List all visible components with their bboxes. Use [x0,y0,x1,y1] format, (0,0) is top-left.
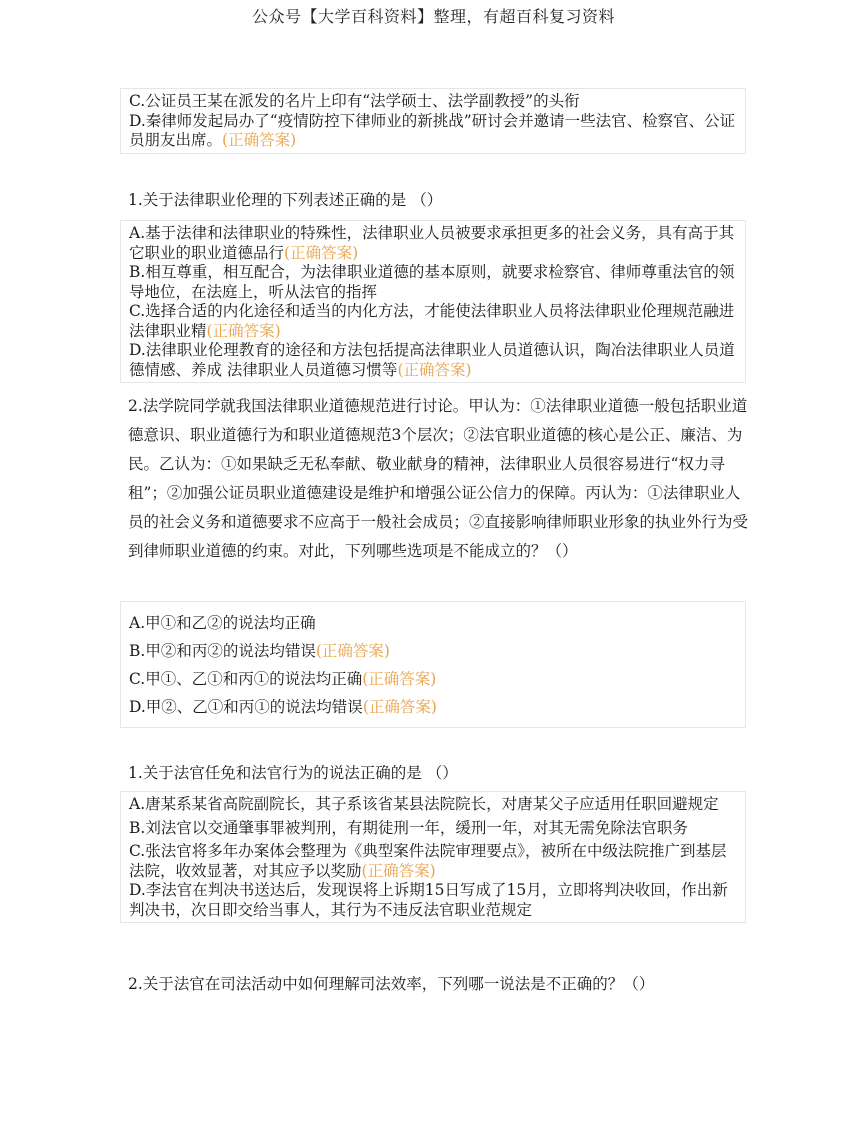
option-text: C.公证员王某在派发的名片上印有“法学硕士、法学副教授”的头衔 [129,92,580,110]
option-text: A.基于法律和法律职业的特殊性，法律职业人员被要求承担更多的社会义务，具有高于其它职业的职业道德品行 [129,224,735,262]
option-text: C.选择合适的内化途径和适当的内化方法，才能使法律职业人员将法律职业伦理规范融进法律职业精 [129,302,735,340]
option-text: A.唐某系某省高院副院长，其子系该省某县法院院长，对唐某父子应适用任职回避规定 [129,795,719,813]
option-c[interactable] [129,842,737,881]
option-d[interactable] [129,697,737,717]
option-d[interactable] [129,881,737,920]
options-box [120,220,746,383]
correct-answer-label: (正确答案) [362,698,437,716]
option-text: A.甲①和乙②的说法均正确 [129,614,316,632]
correct-answer-label: (正确答案) [361,861,436,880]
page-header: 公众号【大学百科资料】整理，有超百科复习资料 [251,7,615,26]
option-c[interactable] [129,92,737,112]
option-text: B.相互尊重，相互配合，为法律职业道德的基本原则，就要求检察官、律师尊重法官的领导地位，在法庭上，听从法官的指挥 [129,263,735,301]
option-b[interactable] [129,819,737,839]
option-text: C.张法官将多年办案体会整理为《典型案件法院审理要点》，被所在中级法院推广到基层法院，收效显著，对其应予以奖励 [129,842,727,880]
option-text: D.法律职业伦理教育的途径和方法包括提高法律职业人员道德认识，陶冶法律职业人员道德情感、养成 法律职业人员道德习惯等 [129,341,735,379]
option-text: B.刘法官以交通肇事罪被判刑，有期徒刑一年，缓刑一年，对其无需免除法官职务 [129,818,688,837]
option-d[interactable] [129,112,737,151]
option-text: C.甲①、乙①和丙①的说法均正确 [129,670,363,688]
option-d[interactable] [129,341,737,380]
correct-answer-label: (正确答案) [222,131,297,149]
option-b[interactable] [129,263,737,302]
option-text: D.甲②、乙①和丙①的说法均错误 [129,698,363,716]
option-a[interactable] [129,613,737,633]
options-box [120,791,746,923]
option-c[interactable] [129,302,737,341]
question-title: 1.关于法律职业伦理的下列表述正确的是 （） [128,191,443,209]
correct-answer-label: (正确答案) [206,321,281,340]
option-c[interactable] [129,669,737,689]
option-text: D.李法官在判决书送达后，发现误将上诉期15日写成了15月，立即将判决收回，作出新判决书，次日即交给当事人，其行为不违反法官职业范规定 [129,881,728,919]
question-title: 2.法学院同学就我国法律职业道德规范进行讨论。甲认为：①法律职业道德一般包括职业道德意识、职业道德行为和职业道德规范3个层次；②法官职业道德的核心是公正、廉洁、为民。乙认为：①如果缺乏无私奉献、敬业献身的精神，法律职业人员很容易进行“权力寻租”；②加强公证员职业道德建设是维护和增强公证公信力的保障。丙认为：①法律职业人员的社会义务和道德要求不应高于一般社会成员；②直接影响律师职业形象的执业外行为受到律师职业道德的约束。对此，下列哪些选项是不能成立的？（） [128,397,749,560]
option-a[interactable] [129,224,737,263]
correct-answer-label: (正确答案) [284,243,359,262]
options-box-continued [120,88,746,154]
question-title: 1.关于法官任免和法官行为的说法正确的是 （） [128,764,458,782]
correct-answer-label: (正确答案) [362,670,437,688]
options-box [120,601,746,728]
option-text: B.甲②和丙②的说法均错误 [129,642,316,660]
option-b[interactable] [129,641,737,661]
correct-answer-label: (正确答案) [397,360,472,379]
option-a[interactable] [129,795,737,815]
question-title: 2.关于法官在司法活动中如何理解司法效率，下列哪一说法是不正确的？（） [128,975,655,993]
option-text: D.秦律师发起局办了“疫情防控下律师业的新挑战”研讨会并邀请一些法官、检察官、公证员朋友出席。 [129,111,736,149]
correct-answer-label: (正确答案) [315,642,390,660]
